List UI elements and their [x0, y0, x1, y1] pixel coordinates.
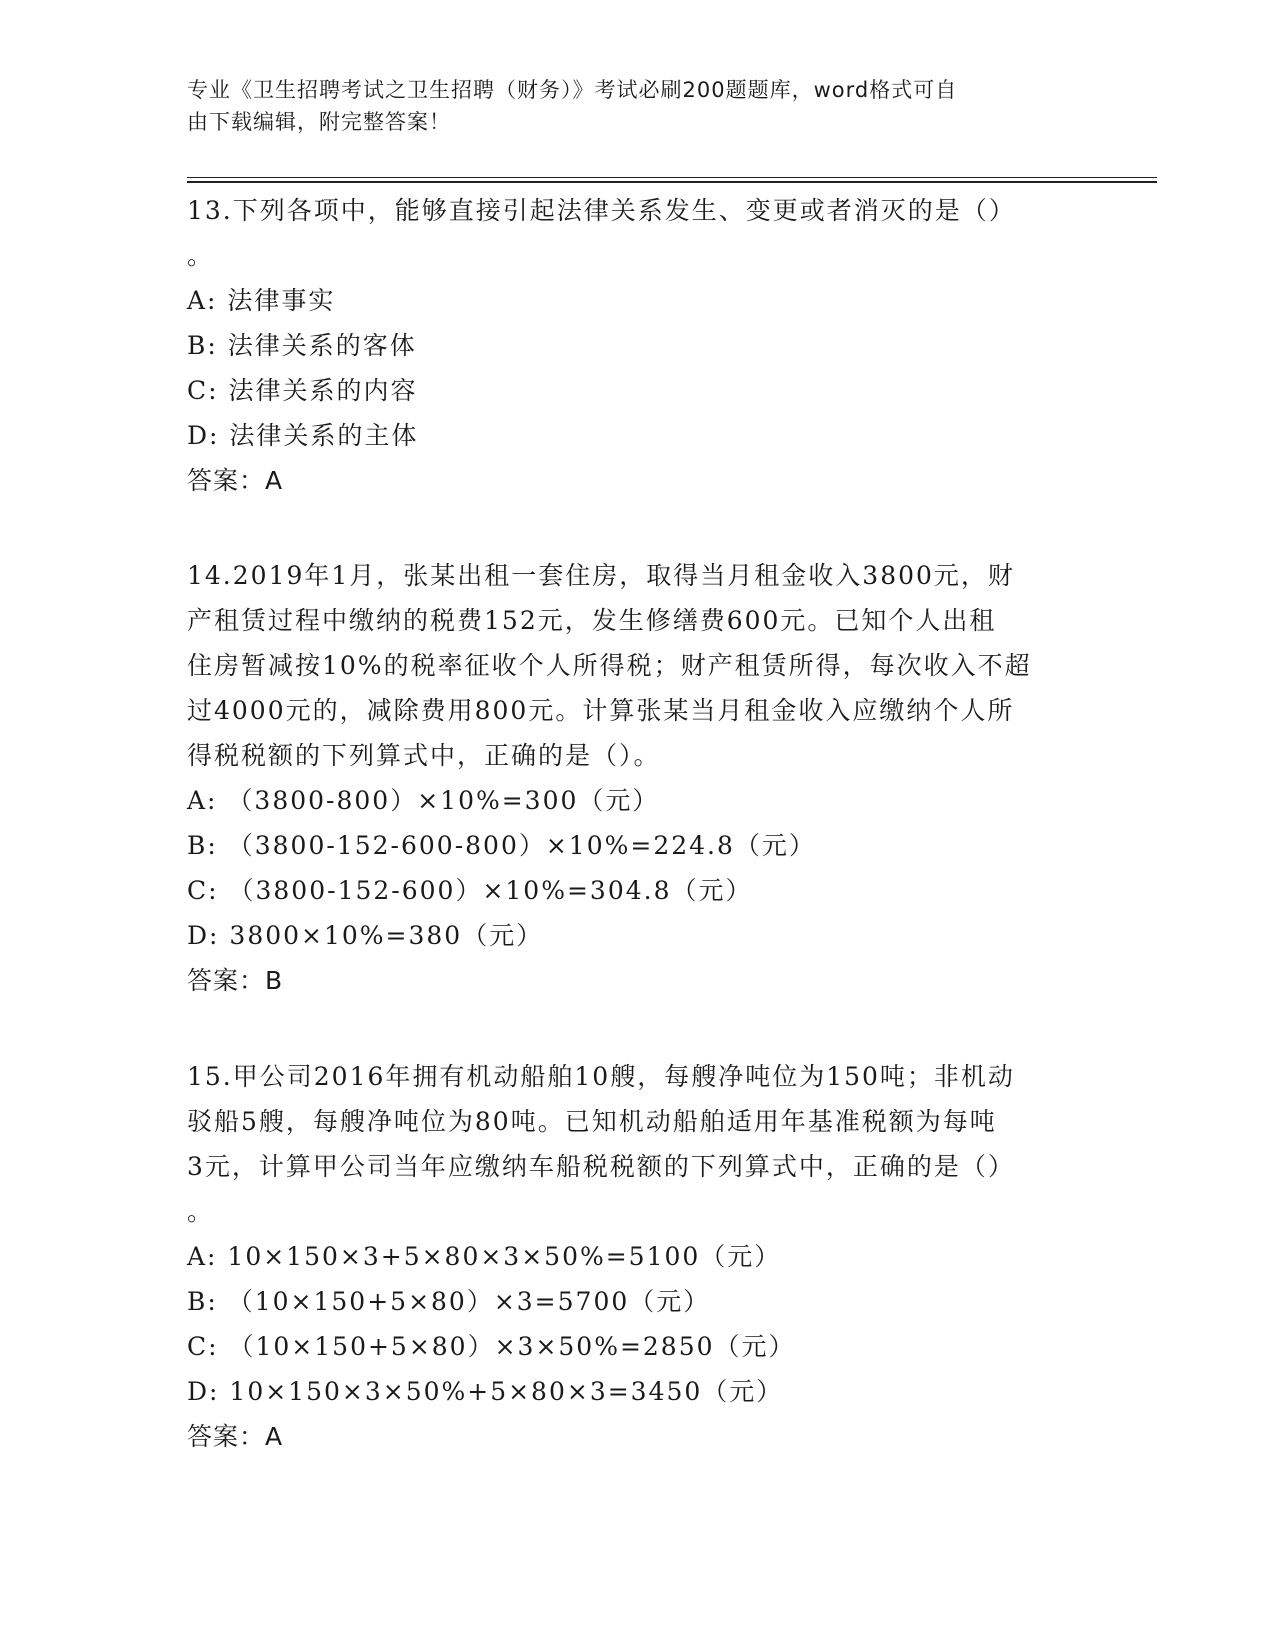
- question-text: 13.下列各项中，能够直接引起法律关系发生、变更或者消灭的是（）: [187, 196, 1016, 225]
- question-block: [187, 188, 1087, 503]
- question-text: 驳船5艘，每艘净吨位为80吨。已知机动船舶适用年基准税额为每吨: [187, 1107, 997, 1136]
- option-c: C: （10×150+5×80）×3×50%=2850（元）: [187, 1332, 796, 1361]
- answer-label: 答案：B: [187, 966, 284, 995]
- document-header: [187, 74, 1067, 138]
- option-b: B: 法律关系的客体: [187, 331, 417, 360]
- option-c: C: 法律关系的内容: [187, 376, 418, 405]
- question-text: 住房暂减按10%的税率征收个人所得税；财产租赁所得，每次收入不超: [187, 651, 1032, 680]
- header-line: 由下载编辑，附完整答案！: [187, 110, 451, 134]
- answer-label: 答案：A: [187, 1422, 284, 1451]
- question-text: 得税税额的下列算式中，正确的是（）。: [187, 741, 661, 770]
- header-divider: [187, 177, 1157, 178]
- option-b: B: （10×150+5×80）×3=5700（元）: [187, 1287, 711, 1316]
- option-a: A: 法律事实: [187, 286, 336, 315]
- option-a: A: （3800-800）×10%=300（元）: [187, 786, 660, 815]
- option-d: D: 10×150×3×50%+5×80×3=3450（元）: [187, 1377, 784, 1406]
- header-divider: [187, 181, 1157, 183]
- answer-label: 答案：A: [187, 466, 284, 495]
- question-text: 。: [187, 1197, 215, 1226]
- header-line: 专业《卫生招聘考试之卫生招聘（财务）》考试必刷200题题库，word格式可自: [187, 78, 958, 102]
- question-text: 。: [187, 241, 215, 270]
- question-text: 14.2019年1月，张某出租一套住房，取得当月租金收入3800元，财: [187, 561, 1015, 590]
- question-text: 3元，计算甲公司当年应缴纳车船税税额的下列算式中，正确的是（）: [187, 1152, 1015, 1181]
- option-b: B: （3800-152-600-800）×10%=224.8（元）: [187, 831, 816, 860]
- option-a: A: 10×150×3+5×80×3×50%=5100（元）: [187, 1242, 782, 1271]
- question-text: 15.甲公司2016年拥有机动船舶10艘，每艘净吨位为150吨；非机动: [187, 1062, 1015, 1091]
- option-c: C: （3800-152-600）×10%=304.8（元）: [187, 876, 753, 905]
- question-block: [187, 1054, 1087, 1459]
- question-block: [187, 553, 1087, 1003]
- question-text: 产租赁过程中缴纳的税费152元，发生修缮费600元。已知个人出租: [187, 606, 997, 635]
- option-d: D: 法律关系的主体: [187, 421, 419, 450]
- option-d: D: 3800×10%=380（元）: [187, 921, 544, 950]
- question-text: 过4000元的，减除费用800元。计算张某当月租金收入应缴纳个人所: [187, 696, 1015, 725]
